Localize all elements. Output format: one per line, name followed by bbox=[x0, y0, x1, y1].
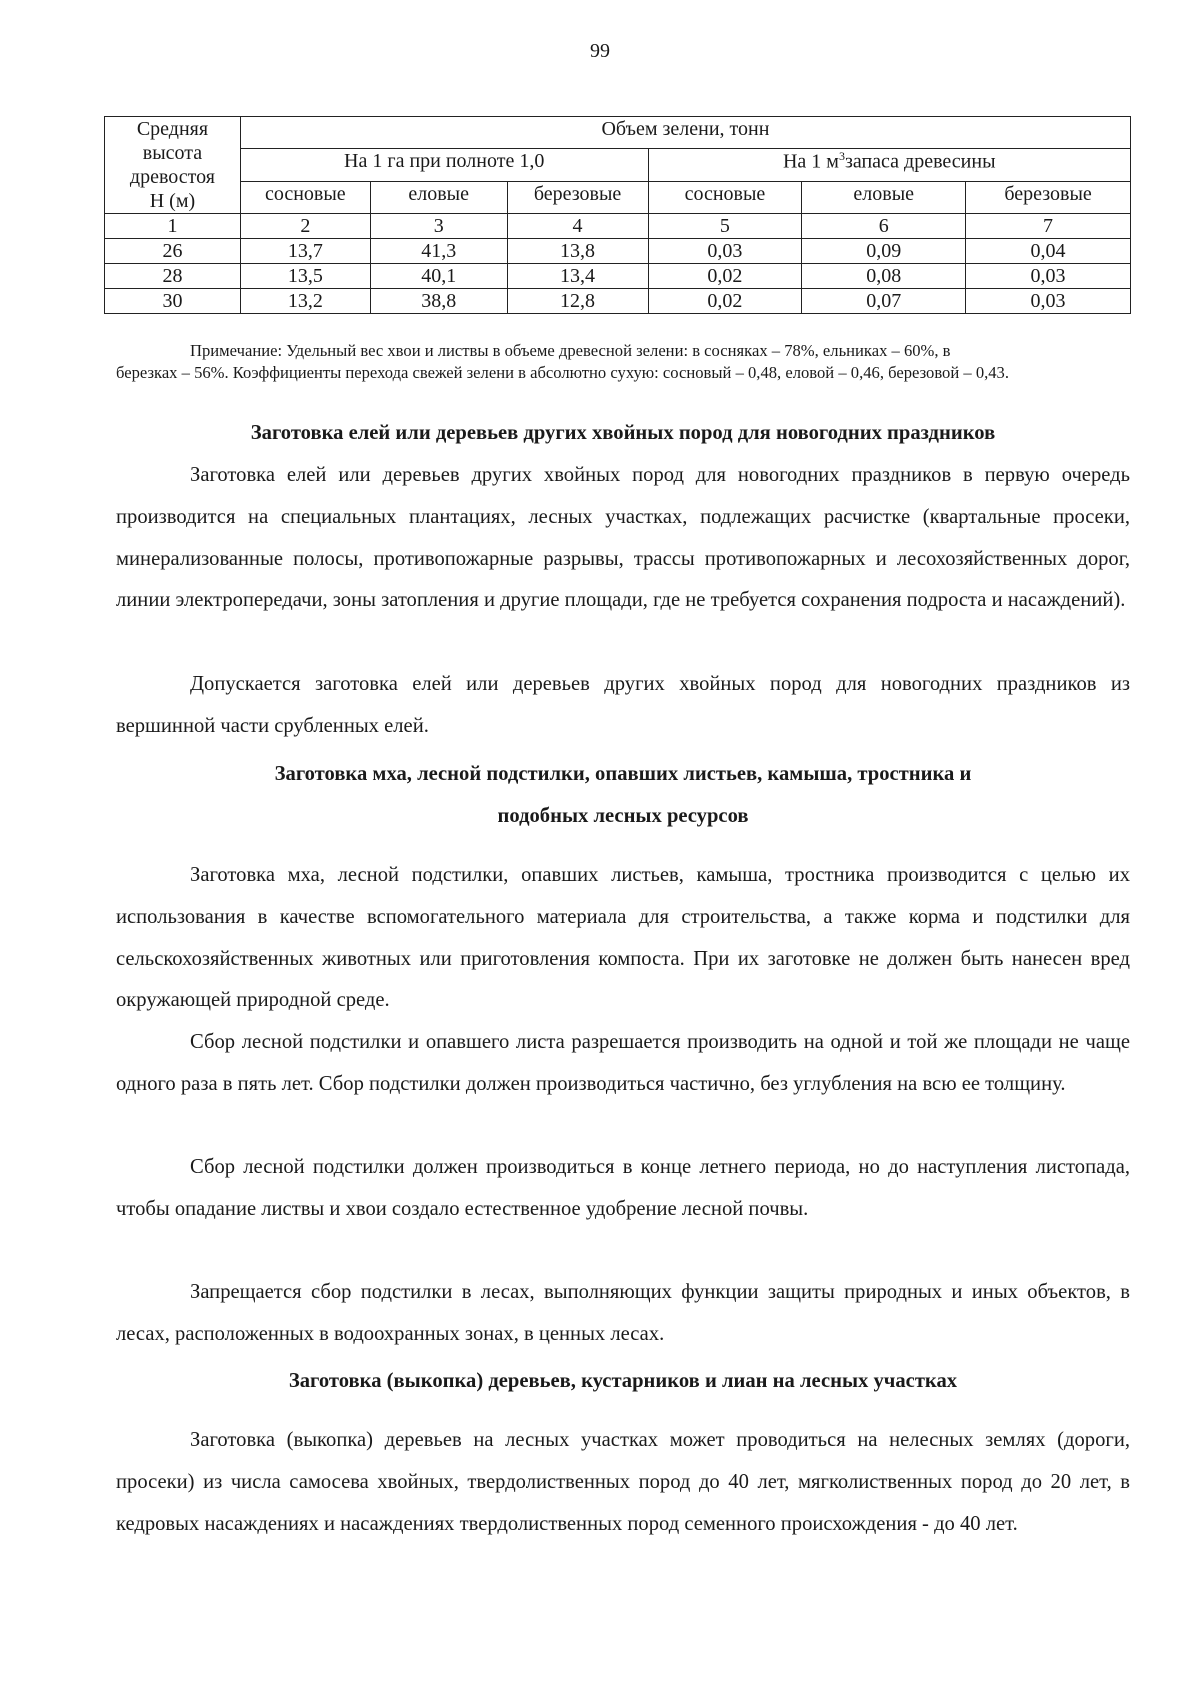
paragraph: Допускается заготовка елей или деревьев других хвойных пород для новогодних праздников из вершинной части срубленных елей. bbox=[116, 673, 1130, 737]
page-number: 99 bbox=[590, 40, 610, 62]
table-cell: 12,8 bbox=[507, 289, 648, 314]
table-cell: 13,8 bbox=[507, 239, 648, 264]
section-heading-new-year-trees: Заготовка елей или деревьев других хвойных пород для новогодних праздников bbox=[250, 422, 996, 444]
table-note bbox=[116, 340, 1130, 383]
column-header: березовые bbox=[966, 181, 1131, 213]
column-number: 3 bbox=[370, 214, 507, 239]
column-header: сосновые bbox=[648, 181, 802, 213]
table-cell: 40,1 bbox=[370, 264, 507, 289]
column-number: 2 bbox=[240, 214, 370, 239]
table-row bbox=[105, 264, 1131, 289]
column-number: 6 bbox=[802, 214, 966, 239]
table-cell: 0,03 bbox=[966, 264, 1131, 289]
table-cell: 0,02 bbox=[648, 289, 802, 314]
row-header-line: Средняя bbox=[136, 118, 209, 140]
row-header-line: Н (м) bbox=[149, 190, 196, 212]
row-header-line: древостоя bbox=[129, 166, 215, 188]
column-header: еловые bbox=[370, 181, 507, 213]
paragraph: Сбор лесной подстилки должен производиться в конце летнего периода, но до наступления листопада, чтобы опадание листвы и хвои создало естественное удобрение лесной почвы. bbox=[116, 1156, 1130, 1220]
table-cell: 13,4 bbox=[507, 264, 648, 289]
table-cell: 0,03 bbox=[648, 239, 802, 264]
paragraph: Запрещается сбор подстилки в лесах, выполняющих функции защиты природных и иных объектов, в лесах, расположенных в водоохранных зонах, в ценных лесах. bbox=[116, 1281, 1130, 1345]
subgroup-header-hectare: На 1 га при полноте 1,0 bbox=[240, 149, 648, 182]
table-cell: 0,02 bbox=[648, 264, 802, 289]
table-row bbox=[105, 289, 1131, 314]
column-header: березовые bbox=[507, 181, 648, 213]
table-cell: 26 bbox=[105, 239, 241, 264]
paragraph: Заготовка мха, лесной подстилки, опавших листьев, камыша, тростника производится с целью их использования в качестве вспомогательного материала для строительства, а также корма и подстилки для сельскохозяйственных животных или приготовления компоста. При их заготовке не должен быть нанесен вред окружающей природной среде. bbox=[116, 864, 1130, 1012]
green-volume-table bbox=[104, 116, 1131, 314]
table-cell: 13,5 bbox=[240, 264, 370, 289]
subgroup-prefix: На 1 м bbox=[782, 150, 839, 173]
table-cell: 0,07 bbox=[802, 289, 966, 314]
column-number: 4 bbox=[507, 214, 648, 239]
subgroup-superscript: 3 bbox=[838, 149, 845, 164]
note-first-line: Примечание: Удельный вес хвои и листвы в объеме древесной зелени: в сосняках – 78%, ельниках – 60%, в bbox=[190, 341, 951, 360]
table-cell: 0,03 bbox=[966, 289, 1131, 314]
table-cell: 41,3 bbox=[370, 239, 507, 264]
table-cell: 30 bbox=[105, 289, 241, 314]
table-row bbox=[105, 239, 1131, 264]
note-continuation: березках – 56%. Коэффициенты перехода свежей зелени в абсолютно сухую: сосновый – 0,48, еловой – 0,46, березовой – 0,43. bbox=[116, 362, 1010, 382]
column-header: еловые bbox=[802, 181, 966, 213]
row-header-cell bbox=[105, 117, 241, 214]
column-number: 1 bbox=[105, 214, 241, 239]
paragraph: Сбор лесной подстилки и опавшего листа разрешается производить на одной и той же площади не чаще одного раза в пять лет. Сбор подстилки должен производиться частично, без углубления на всю ее толщину. bbox=[116, 1031, 1130, 1095]
table-cell: 28 bbox=[105, 264, 241, 289]
section-heading-moss-litter-line2: подобных лесных ресурсов bbox=[497, 805, 749, 827]
group-header: Объем зелени, тонн bbox=[240, 117, 1130, 149]
column-number-row bbox=[105, 214, 1131, 239]
column-header: сосновые bbox=[240, 181, 370, 213]
table-cell: 0,09 bbox=[802, 239, 966, 264]
table-cell: 13,7 bbox=[240, 239, 370, 264]
section-heading-moss-litter: Заготовка мха, лесной подстилки, опавших листьев, камыша, тростника и bbox=[274, 763, 972, 785]
paragraph: Заготовка (выкопка) деревьев на лесных участках может проводиться на нелесных землях (дороги, просеки) из числа самосева хвойных, твердолиственных пород до 40 лет, мягколиственных пород до 20 лет, в кедровых насаждениях и насаждениях твердолиственных пород семенного происхождения - до 40 лет. bbox=[116, 1429, 1130, 1535]
subgroup-header-volume bbox=[648, 149, 1131, 182]
table-cell: 38,8 bbox=[370, 289, 507, 314]
table-cell: 0,08 bbox=[802, 264, 966, 289]
column-number: 7 bbox=[966, 214, 1131, 239]
subgroup-suffix: запаса древесины bbox=[844, 150, 996, 173]
row-header-line: высота bbox=[142, 142, 203, 164]
paragraph: Заготовка елей или деревьев других хвойных пород для новогодних праздников в первую очередь производится на специальных плантациях, лесных участках, подлежащих расчистке (квартальные просеки, минерализованные полосы, противопожарные разрывы, трассы противопожарных и лесохозяйственных дорог, линии электропередачи, зоны затопления и другие площади, где не требуется сохранения подроста и насаждений). bbox=[116, 464, 1130, 612]
table-cell: 0,04 bbox=[966, 239, 1131, 264]
column-number: 5 bbox=[648, 214, 802, 239]
section-heading-tree-digging: Заготовка (выкопка) деревьев, кустарников и лиан на лесных участках bbox=[288, 1370, 958, 1392]
table-cell: 13,2 bbox=[240, 289, 370, 314]
